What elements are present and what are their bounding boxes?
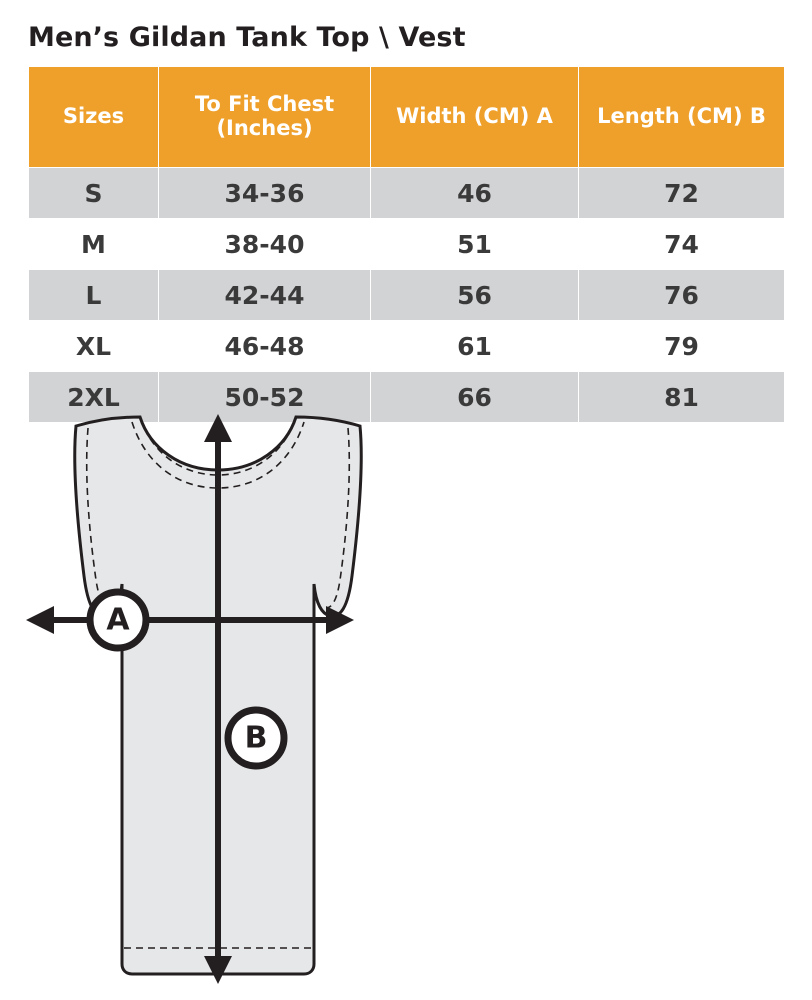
column-header-length: Length (CM) B xyxy=(579,67,785,168)
cell-length: 76 xyxy=(579,270,785,321)
column-header-width: Width (CM) A xyxy=(371,67,579,168)
marker-b-label: B xyxy=(244,720,268,756)
column-header-sizes: Sizes xyxy=(29,67,159,168)
cell-size: XL xyxy=(29,321,159,372)
table-row xyxy=(29,321,785,372)
cell-chest: 46-48 xyxy=(159,321,371,372)
cell-chest: 38-40 xyxy=(159,219,371,270)
table-header-row xyxy=(29,67,785,168)
table-row xyxy=(29,168,785,219)
cell-width: 61 xyxy=(371,321,579,372)
table-row xyxy=(29,270,785,321)
garment-diagram xyxy=(0,408,812,1000)
cell-chest: 50-52 xyxy=(159,372,371,423)
measure-marker-b xyxy=(228,710,284,766)
cell-length: 74 xyxy=(579,219,785,270)
cell-width: 66 xyxy=(371,372,579,423)
page-title: Men’s Gildan Tank Top \ Vest xyxy=(28,22,466,53)
cell-length: 72 xyxy=(579,168,785,219)
measure-marker-a xyxy=(90,592,146,648)
marker-a-label: A xyxy=(106,602,130,638)
column-header-chest: To Fit Chest (Inches) xyxy=(159,67,371,168)
table-row xyxy=(29,219,785,270)
cell-chest: 34-36 xyxy=(159,168,371,219)
size-table xyxy=(28,66,785,423)
cell-size: 2XL xyxy=(29,372,159,423)
cell-length: 79 xyxy=(579,321,785,372)
cell-width: 56 xyxy=(371,270,579,321)
cell-chest: 42-44 xyxy=(159,270,371,321)
cell-length: 81 xyxy=(579,372,785,423)
cell-size: S xyxy=(29,168,159,219)
cell-size: L xyxy=(29,270,159,321)
cell-width: 51 xyxy=(371,219,579,270)
cell-width: 46 xyxy=(371,168,579,219)
cell-size: M xyxy=(29,219,159,270)
